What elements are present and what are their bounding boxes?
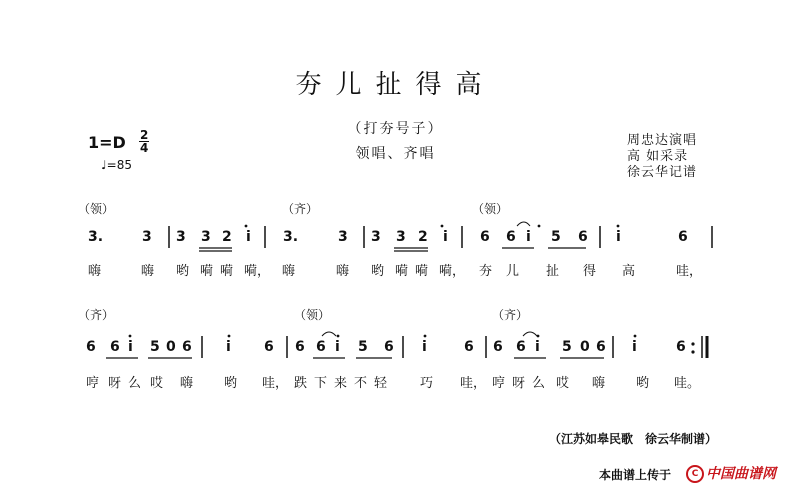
note: 3 bbox=[201, 229, 211, 245]
lyric: 哼 bbox=[492, 376, 506, 391]
lyric: 嗨 bbox=[282, 264, 296, 279]
note: 3 bbox=[176, 229, 186, 245]
note: 6 bbox=[464, 339, 474, 355]
lyric: 呀 bbox=[512, 376, 526, 391]
note: 3 bbox=[338, 229, 348, 245]
lyric: 嗨 bbox=[180, 376, 194, 391]
note: 0 bbox=[166, 339, 176, 355]
note: i bbox=[422, 339, 427, 355]
lyric: 哟 bbox=[636, 376, 650, 391]
lyric: 哟 bbox=[371, 264, 385, 279]
footnote: （江苏如皋民歌 徐云华制谱） bbox=[549, 432, 718, 446]
note: 2 bbox=[418, 229, 428, 245]
note: 3. bbox=[88, 229, 104, 245]
note: 5 bbox=[562, 339, 572, 355]
note: 6 bbox=[480, 229, 490, 245]
credit-notator: 徐云华记谱 bbox=[627, 165, 698, 180]
time-signature-top: 2 bbox=[140, 128, 149, 142]
note: 2 bbox=[222, 229, 232, 245]
lyric: 哇， bbox=[262, 376, 289, 391]
lyric: 下 bbox=[314, 376, 328, 391]
performance-form: 领唱、齐唱 bbox=[355, 146, 436, 162]
lyric: 夯 bbox=[479, 264, 493, 279]
site-logo-text: 中国曲谱网 bbox=[706, 466, 776, 482]
lyric: 哇， bbox=[676, 264, 703, 279]
note: 6 bbox=[506, 229, 516, 245]
note: 6 bbox=[596, 339, 606, 355]
part-marker: （齐） bbox=[78, 308, 115, 322]
part-marker: （领） bbox=[294, 308, 331, 322]
note: 6 bbox=[110, 339, 120, 355]
tempo-marking: ♩=85 bbox=[101, 158, 132, 172]
lyric: 扯 bbox=[546, 264, 560, 279]
lyric: 哇。 bbox=[674, 376, 701, 391]
lyric: 么 bbox=[128, 376, 142, 391]
note: 3 bbox=[371, 229, 381, 245]
lyric: 嗨 bbox=[592, 376, 606, 391]
note: 6 bbox=[493, 339, 503, 355]
note: i bbox=[246, 229, 251, 245]
bar-lines bbox=[169, 226, 712, 358]
note: 6 bbox=[676, 339, 686, 355]
part-marker: （领） bbox=[472, 202, 509, 216]
lyric: 哎 bbox=[556, 376, 570, 391]
credit-recorder: 高 如采录 bbox=[627, 149, 689, 164]
lyric: 哼 bbox=[86, 376, 100, 391]
note: 5 bbox=[551, 229, 561, 245]
lyric: 呀 bbox=[108, 376, 122, 391]
lyric: 得 bbox=[583, 264, 597, 279]
note: 6 bbox=[182, 339, 192, 355]
octave-dots bbox=[129, 225, 695, 354]
lyric: 嗬 bbox=[395, 264, 409, 279]
note: 6 bbox=[678, 229, 688, 245]
note: 6 bbox=[578, 229, 588, 245]
note: 5 bbox=[150, 339, 160, 355]
beam-underlines bbox=[106, 248, 604, 358]
note: 6 bbox=[316, 339, 326, 355]
note: 6 bbox=[264, 339, 274, 355]
lyric: 来 bbox=[334, 376, 348, 391]
lyric: 嗬 bbox=[220, 264, 234, 279]
lyric: 嗬， bbox=[439, 264, 466, 279]
note: 6 bbox=[516, 339, 526, 355]
note: 6 bbox=[384, 339, 394, 355]
lyric: 嗬 bbox=[200, 264, 214, 279]
note: i bbox=[226, 339, 231, 355]
lyric: 嗨 bbox=[336, 264, 350, 279]
note: 5 bbox=[358, 339, 368, 355]
note: i bbox=[632, 339, 637, 355]
note: i bbox=[616, 229, 621, 245]
note: i bbox=[535, 339, 540, 355]
lyric: 哟 bbox=[176, 264, 190, 279]
note: 3. bbox=[283, 229, 299, 245]
note: 0 bbox=[580, 339, 590, 355]
note: 3 bbox=[142, 229, 152, 245]
part-marker: （齐） bbox=[282, 202, 319, 216]
lyric: 嗨 bbox=[141, 264, 155, 279]
lyric: 嗬， bbox=[244, 264, 271, 279]
song-subtitle: （打夯号子） bbox=[347, 121, 444, 137]
note: 3 bbox=[396, 229, 406, 245]
lyric: 哎 bbox=[150, 376, 164, 391]
note: 6 bbox=[86, 339, 96, 355]
song-title: 夯儿扯得高 bbox=[295, 70, 496, 100]
key-signature: 1=D bbox=[88, 133, 126, 152]
note: i bbox=[335, 339, 340, 355]
note: i bbox=[526, 229, 531, 245]
part-marker: （领） bbox=[78, 202, 115, 216]
part-marker: （齐） bbox=[492, 308, 529, 322]
lyric: 不 bbox=[354, 376, 368, 391]
lyric: 高 bbox=[622, 264, 636, 279]
lyric: 哇， bbox=[460, 376, 487, 391]
lyric: 轻 bbox=[374, 376, 388, 391]
lyric: 哟 bbox=[224, 376, 238, 391]
note: 6 bbox=[295, 339, 305, 355]
site-logo[interactable] bbox=[686, 463, 776, 483]
logo-icon: C bbox=[686, 465, 704, 483]
lyric: 儿 bbox=[506, 264, 520, 279]
lyric: 么 bbox=[532, 376, 546, 391]
slurs bbox=[322, 222, 537, 336]
upload-text: 本曲谱上传于 bbox=[599, 468, 672, 482]
note: i bbox=[128, 339, 133, 355]
lyric: 嗨 bbox=[88, 264, 102, 279]
lyric: 巧 bbox=[420, 376, 434, 391]
lyric: 跌 bbox=[294, 376, 308, 391]
credit-singer: 周忠达演唱 bbox=[627, 133, 698, 148]
lyric: 嗬 bbox=[415, 264, 429, 279]
time-signature-bottom: 4 bbox=[140, 141, 149, 155]
note: i bbox=[443, 229, 448, 245]
